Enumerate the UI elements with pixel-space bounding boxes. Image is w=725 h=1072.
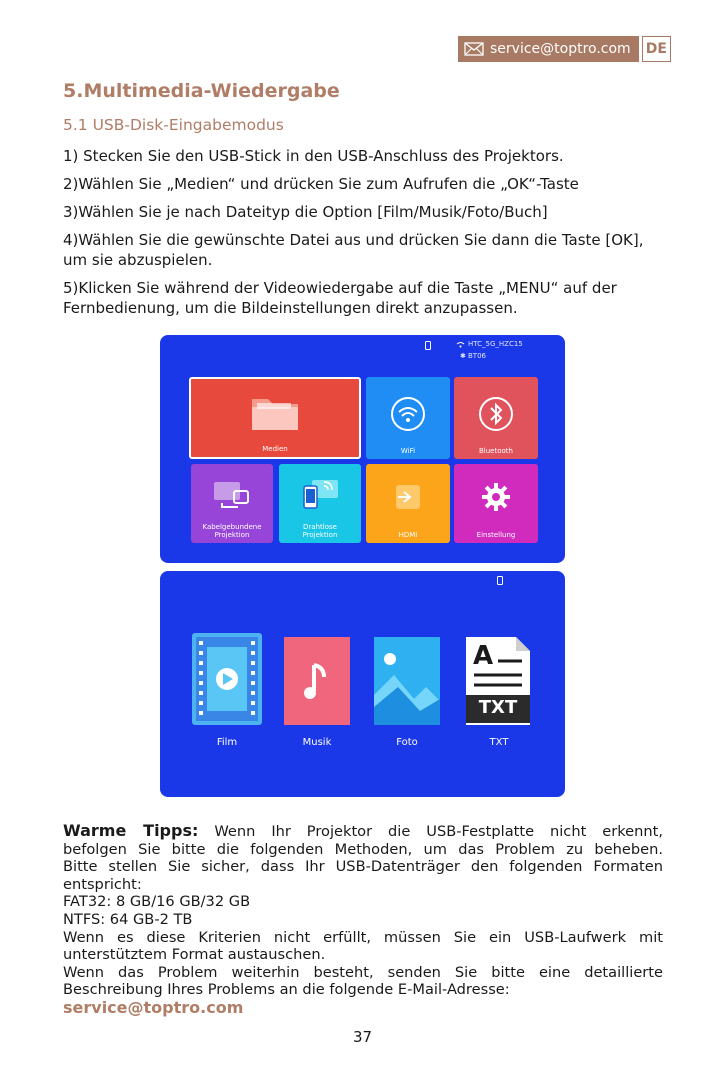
tips-line-1-text: Wenn Ihr Projektor die USB-Festplatte nicht erkennt, — [214, 823, 663, 840]
step-1: 1) Stecken Sie den USB-Stick in den USB-Anschluss des Projektors. — [63, 147, 564, 165]
sub-title: 5.1 USB-Disk-Eingabemodus — [63, 116, 284, 134]
wireless-cast-icon — [298, 478, 342, 512]
txt-icon[interactable] — [464, 635, 532, 727]
tips-line-5: Wenn es diese Kriterien nicht erfüllt, müssen Sie ein USB-Laufwerk mit — [63, 928, 663, 946]
step-2: 2)Wählen Sie „Medien“ und drücken Sie zum Aufrufen die „OK“-Taste — [63, 175, 579, 193]
tile-kabel-label-line1: Kabelgebundene — [202, 523, 262, 531]
tile-einstellung[interactable] — [454, 464, 538, 543]
txt-icon-text: TXT — [478, 697, 518, 718]
tile-hdmi[interactable] — [366, 464, 450, 543]
tips-fat32: FAT32: 8 GB/16 GB/32 GB — [63, 893, 251, 911]
cable-screen-icon — [210, 479, 254, 511]
steps-list — [63, 146, 663, 326]
tile-kabel-label — [191, 523, 273, 539]
txt-label: TXT — [489, 737, 509, 748]
tile-medien[interactable] — [189, 377, 361, 459]
usb-icon — [497, 576, 503, 585]
home-screen-panel — [160, 335, 565, 563]
tile-draht-label-line1: Drahtlose — [303, 523, 337, 531]
tile-drahtlose-projektion[interactable] — [279, 464, 361, 543]
tile-draht-label — [279, 523, 361, 539]
foto-icon[interactable] — [374, 637, 440, 725]
tile-bluetooth[interactable] — [454, 377, 538, 459]
film-label: Film — [216, 737, 238, 748]
wifi-status-icon — [456, 341, 465, 348]
tile-kabel-label-line2: Projektion — [214, 531, 250, 539]
tips-section — [63, 822, 663, 1017]
film-strip-icon — [192, 633, 262, 725]
envelope-icon — [464, 42, 484, 56]
language-badge: DE — [642, 36, 671, 62]
header-email[interactable] — [458, 36, 639, 62]
bluetooth-icon — [478, 396, 514, 432]
usb-icon — [425, 341, 431, 350]
tips-line-8: Beschreibung Ihres Problems an die folgende E-Mail-Adresse: — [63, 981, 510, 999]
tile-wifi[interactable] — [366, 377, 450, 459]
tile-bluetooth-label: Bluetooth — [479, 447, 513, 455]
doc-letter: A — [473, 641, 494, 671]
musik-icon[interactable] — [284, 637, 350, 725]
tips-line-3: Bitte stellen Sie sicher, dass Ihr USB-Datenträger den folgenden Formaten — [63, 858, 663, 876]
header-email-text: service@toptro.com — [490, 41, 631, 57]
tips-line-6: unterstütztem Format austauschen. — [63, 946, 326, 964]
image-icon — [374, 637, 440, 725]
step-5: 5)Klicken Sie während der Videowiedergabe auf die Taste „MENU“ auf der Fernbedienung, um die Bildeinstellungen direkt anzupassen. — [63, 279, 617, 317]
film-icon[interactable] — [192, 633, 262, 725]
tile-einstellung-label: Einstellung — [476, 531, 516, 539]
tile-draht-label-line2: Projektion — [302, 531, 338, 539]
tile-kabelgebundene-projektion[interactable] — [191, 464, 273, 543]
tile-medien-label: Medien — [262, 445, 288, 453]
step-4: 4)Wählen Sie die gewünschte Datei aus und drücken Sie dann die Taste [OK], um sie abzuspielen. — [63, 231, 644, 269]
wifi-icon — [390, 396, 426, 432]
folder-icon — [249, 393, 301, 433]
tips-line-2: befolgen Sie bitte die folgenden Methoden, um das Problem zu beheben. — [63, 840, 663, 858]
tile-wifi-label: WiFi — [400, 447, 416, 455]
gear-icon — [479, 480, 513, 514]
tips-line-1 — [63, 822, 663, 841]
tips-line-4: entspricht: — [63, 875, 142, 893]
hdmi-input-icon — [392, 481, 424, 513]
section-title: 5.Multimedia-Wiedergabe — [63, 80, 340, 102]
tips-email-link[interactable]: service@toptro.com — [63, 997, 244, 1017]
bluetooth-status-icon: ✱ — [460, 352, 466, 360]
music-note-icon — [284, 637, 350, 725]
tips-label: Warme Tipps: — [63, 821, 199, 840]
musik-label: Musik — [302, 737, 332, 748]
foto-label: Foto — [396, 737, 418, 748]
page-number: 37 — [352, 1028, 373, 1046]
tips-line-7: Wenn das Problem weiterhin besteht, senden Sie bitte eine detaillierte — [63, 963, 663, 981]
bluetooth-status-name: BT06 — [468, 352, 486, 360]
header-badge — [458, 36, 671, 62]
tips-ntfs: NTFS: 64 GB-2 TB — [63, 910, 193, 928]
wifi-status-name: HTC_5G_HZC15 — [468, 340, 523, 348]
step-3: 3)Wählen Sie je nach Dateityp die Option [Film/Musik/Foto/Buch] — [63, 203, 548, 221]
tile-hdmi-label: HDMI — [398, 531, 418, 539]
media-screen-panel — [160, 571, 565, 797]
